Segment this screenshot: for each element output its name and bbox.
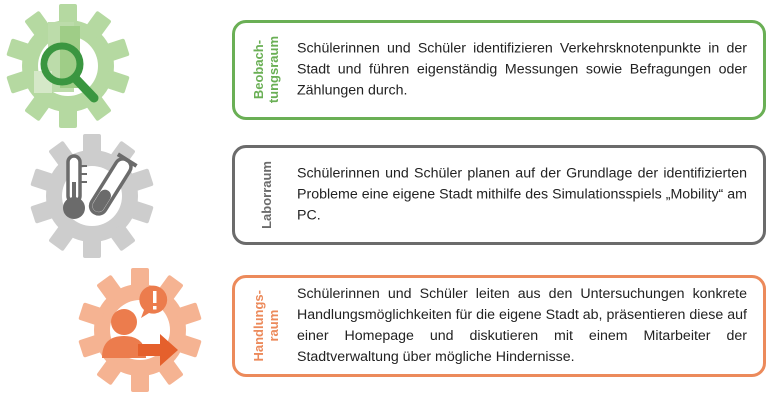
gear-action <box>76 266 204 394</box>
stage-label: Beobach- tungsraum <box>251 36 281 104</box>
stage-description: Schülerinnen und Schüler identifizieren Verkehrsknotenpunkte in der Stadt und führen eigenständig Messungen sowie Befragungen oder Zählungen durch. <box>297 40 747 99</box>
stage-description: Schülerinnen und Schüler leiten aus den Untersuchungen konkrete Handlungsmöglichkeiten für die eigene Stadt ab, präsentieren diese auf einer Homepage und diskutieren mit einem Mitarbeiter der Stadtverwaltung über mögliche Hindernisse. <box>297 286 747 365</box>
gear-observation <box>4 2 132 130</box>
panel-observation <box>232 20 766 120</box>
gear-tooth <box>83 134 101 156</box>
stage-label: Laborraum <box>258 161 274 229</box>
gear-tooth <box>131 370 149 392</box>
gear-lab <box>28 132 156 260</box>
gear-tooth <box>83 236 101 258</box>
panel-lab <box>232 145 766 245</box>
stage-label: Handlungs- raum <box>251 290 281 362</box>
gear-tooth <box>59 106 77 128</box>
stage-description: Schülerinnen und Schüler planen auf der Grundlage der identifizierten Probleme eine eigene Stadt mithilfe des Simulationsspiels „Mobility“ am PC. <box>297 165 747 224</box>
gear-tooth <box>131 268 149 290</box>
panel-action <box>232 275 766 377</box>
